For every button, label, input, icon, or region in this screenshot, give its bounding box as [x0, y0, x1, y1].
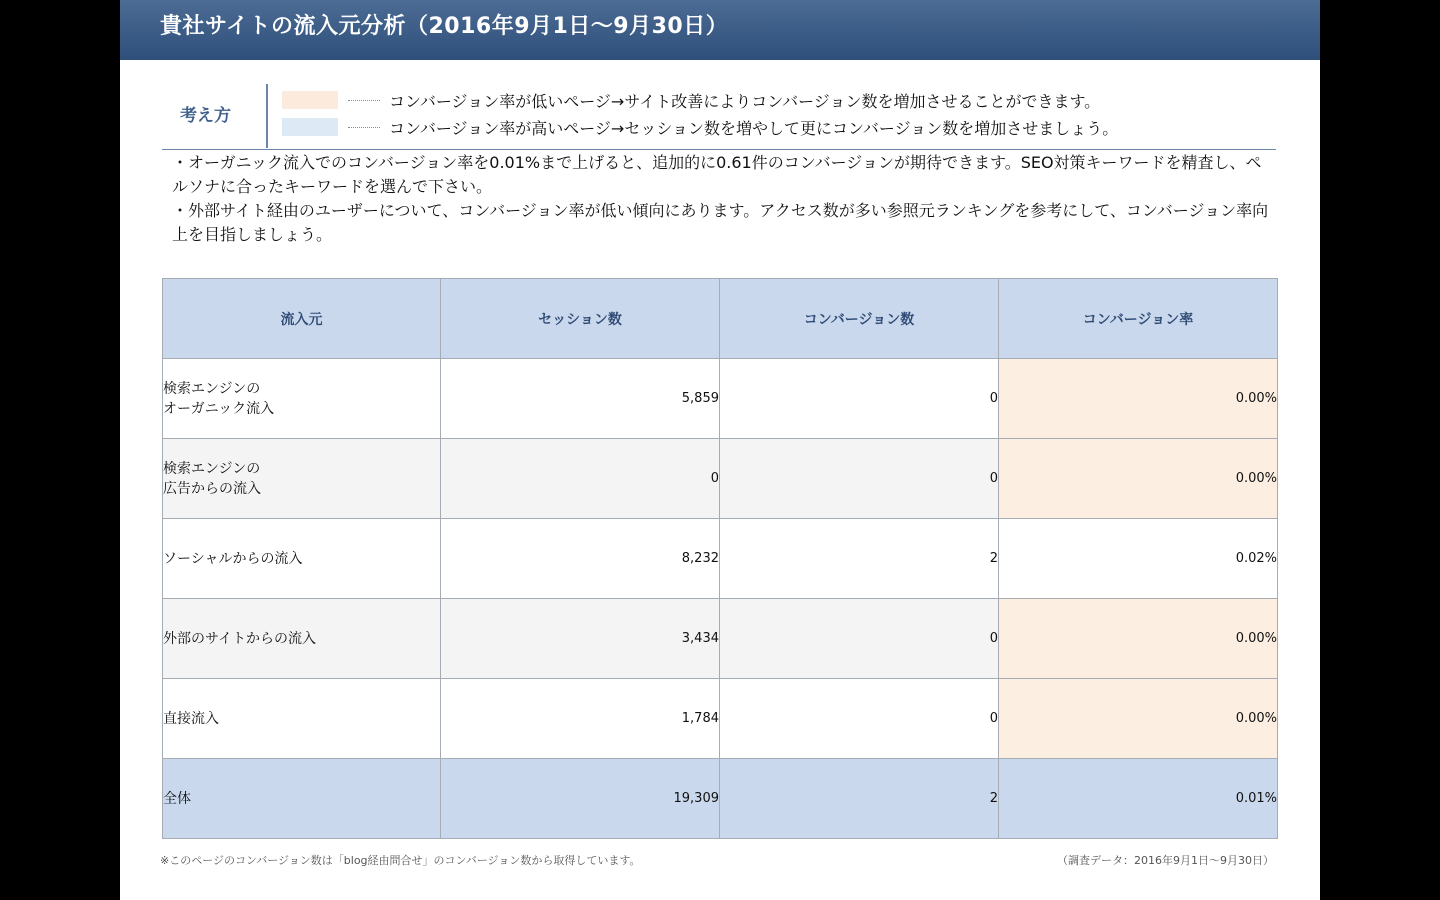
total-conversion-rate: 0.01% [999, 759, 1278, 839]
note-organic: ・オーガニック流入でのコンバージョン率を0.01%まで上げると、追加的に0.61件のコンバージョンが期待できます。SEO対策キーワードを精査し、ペルソナに合ったキーワードを選んで下さい。 [172, 153, 1262, 196]
row-source: ソーシャルからの流入 [163, 519, 441, 599]
row-source: 検索エンジンの 広告からの流入 [163, 439, 441, 519]
row-source: 外部のサイトからの流入 [163, 599, 441, 679]
legend-low-rate [282, 89, 1100, 111]
row-sessions: 1,784 [441, 679, 720, 759]
table-row [163, 519, 1278, 599]
table-row [163, 679, 1278, 759]
legend-leader-dots [348, 127, 380, 128]
row-source: 検索エンジンの オーガニック流入 [163, 359, 441, 439]
page-title: 貴社サイトの流入元分析（2016年9月1日～9月30日） [160, 14, 729, 39]
row-conversion-rate: 0.00% [999, 679, 1278, 759]
total-source: 全体 [163, 759, 441, 839]
row-conversion-rate: 0.00% [999, 439, 1278, 519]
row-sessions: 5,859 [441, 359, 720, 439]
legend-high-rate [282, 116, 1118, 138]
note-referral: ・外部サイト経由のユーザーについて、コンバージョン率が低い傾向にあります。アクセス数が多い参照元ランキングを参考にして、コンバージョン率向上を目指しましょう。 [172, 201, 1269, 244]
guide-underline [162, 149, 1276, 150]
footnote: ※このページのコンバージョン数は「blog経由問合せ」のコンバージョン数から取得しています。 [160, 854, 641, 867]
row-source: 直接流入 [163, 679, 441, 759]
header-conversion-rate: コンバージョン率 [999, 279, 1278, 359]
row-conversions: 0 [720, 359, 999, 439]
legend-swatch-peach [282, 91, 338, 109]
total-conversions: 2 [720, 759, 999, 839]
row-conversion-rate: 0.00% [999, 359, 1278, 439]
legend-swatch-blue [282, 118, 338, 136]
legend-leader-dots [348, 100, 380, 101]
table-row [163, 599, 1278, 679]
header-conversions: コンバージョン数 [720, 279, 999, 359]
guide-divider [266, 84, 268, 148]
header-sessions: セッション数 [441, 279, 720, 359]
total-sessions: 19,309 [441, 759, 720, 839]
table-row [163, 359, 1278, 439]
header-source: 流入元 [163, 279, 441, 359]
row-conversions: 0 [720, 439, 999, 519]
table-row [163, 439, 1278, 519]
analysis-notes [172, 151, 1272, 247]
legend-text: コンバージョン率が高いページ→セッション数を増やして更にコンバージョン数を増加させましょう。 [389, 118, 1119, 138]
traffic-source-table [162, 278, 1278, 839]
row-sessions: 3,434 [441, 599, 720, 679]
row-conversions: 0 [720, 599, 999, 679]
row-conversion-rate: 0.00% [999, 599, 1278, 679]
row-sessions: 8,232 [441, 519, 720, 599]
row-conversions: 2 [720, 519, 999, 599]
row-conversion-rate: 0.02% [999, 519, 1278, 599]
guide-label: 考え方 [180, 106, 231, 126]
legend-text: コンバージョン率が低いページ→サイト改善によりコンバージョン数を増加させることができます。 [389, 91, 1101, 111]
table-header-row [163, 279, 1278, 359]
row-conversions: 0 [720, 679, 999, 759]
report-slide [120, 0, 1320, 900]
table-total-row [163, 759, 1278, 839]
title-bar [120, 0, 1320, 60]
data-source-note: （調査データ：2016年9月1日～9月30日） [1057, 854, 1274, 867]
row-sessions: 0 [441, 439, 720, 519]
